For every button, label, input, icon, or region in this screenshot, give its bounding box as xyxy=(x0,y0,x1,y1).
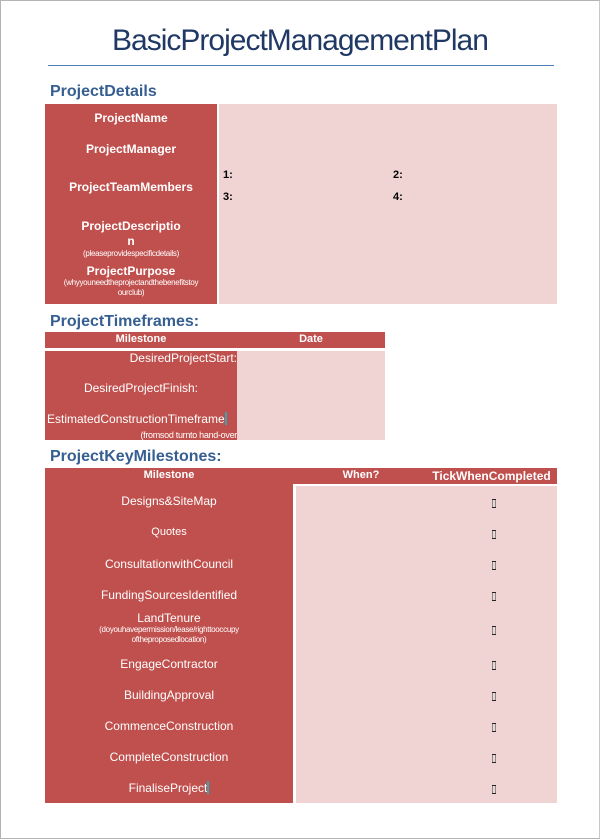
milestone-land-tenure-hint-cont: oftheproposedlocation) xyxy=(131,635,207,644)
document-title: BasicProjectManagementPlan xyxy=(112,24,488,57)
milestone-engage-contractor-label: EngageContractor xyxy=(120,657,218,671)
text-cursor xyxy=(207,781,209,794)
project-description-hint: (pleaseprovidespecificdetails) xyxy=(83,249,179,258)
milestone-complete-construction-when-field[interactable] xyxy=(296,743,426,771)
project-description-label xyxy=(45,219,217,259)
team-member-slot-3[interactable]: 3: xyxy=(223,191,233,203)
project-purpose-label xyxy=(45,264,217,298)
milestone-commence-construction-label: CommenceConstruction xyxy=(104,719,234,733)
key-milestones-col-tick: TickWhenCompleted xyxy=(432,469,551,483)
project-description-title-cont: n xyxy=(127,234,135,248)
title-divider xyxy=(48,65,554,66)
milestone-quotes-when-field[interactable] xyxy=(296,519,426,547)
milestone-commence-construction-checkbox[interactable] xyxy=(492,723,496,732)
desired-finish-label: DesiredProjectFinish: xyxy=(83,381,199,395)
desired-finish-date-field[interactable] xyxy=(237,377,385,403)
project-purpose-title: ProjectPurpose xyxy=(86,264,176,278)
team-member-slot-4[interactable]: 4: xyxy=(393,191,403,203)
milestone-designs-checkbox[interactable] xyxy=(492,499,496,508)
construction-timeframe-title: EstimatedConstructionTimeframe xyxy=(47,412,225,426)
milestone-designs-label: Designs&SiteMap xyxy=(121,494,217,508)
key-milestones-heading: ProjectKeyMilestones: xyxy=(50,448,222,465)
milestone-funding-label: FundingSourcesIdentified xyxy=(100,588,238,602)
project-name-field[interactable] xyxy=(219,104,557,132)
milestone-finalise-project-title: FinaliseProject xyxy=(128,781,208,795)
milestone-land-tenure-title: LandTenure xyxy=(137,611,201,625)
milestone-land-tenure-hint: (doyouhavepermission/lease/righttooccupy xyxy=(99,625,239,634)
milestone-quotes-label: Quotes xyxy=(151,526,187,538)
milestone-designs-when-field[interactable] xyxy=(296,488,426,516)
construction-timeframe-hint: (fromsod turnto hand-over xyxy=(140,430,237,440)
milestone-funding-checkbox[interactable] xyxy=(492,592,496,601)
key-milestones-col-milestone: Milestone xyxy=(143,469,195,481)
milestone-land-tenure-checkbox[interactable] xyxy=(492,626,496,635)
construction-timeframe-label xyxy=(47,412,247,426)
milestone-finalise-project-label xyxy=(45,781,293,795)
project-manager-label: ProjectManager xyxy=(85,142,177,156)
milestone-engage-contractor-checkbox[interactable] xyxy=(492,661,496,670)
project-team-members-label: ProjectTeamMembers xyxy=(69,180,193,194)
team-member-slot-1[interactable]: 1: xyxy=(223,169,233,181)
milestone-building-approval-checkbox[interactable] xyxy=(492,692,496,701)
timeframes-col-date: Date xyxy=(299,333,323,345)
milestone-consultation-label: ConsultationwithCouncil xyxy=(104,557,234,571)
milestone-finalise-project-when-field[interactable] xyxy=(296,774,426,802)
milestone-land-tenure-when-field[interactable] xyxy=(296,612,426,648)
project-purpose-field[interactable] xyxy=(219,260,557,304)
milestone-building-approval-when-field[interactable] xyxy=(296,681,426,709)
milestone-consultation-when-field[interactable] xyxy=(296,550,426,578)
milestone-finalise-project-checkbox[interactable] xyxy=(492,785,496,794)
project-details-heading: ProjectDetails xyxy=(50,83,157,100)
project-description-title: ProjectDescriptio xyxy=(81,219,181,233)
timeframes-heading: ProjectTimeframes: xyxy=(50,313,200,330)
team-member-slot-2[interactable]: 2: xyxy=(393,169,403,181)
project-purpose-hint: (whyyouneedtheprojectandthebenefitstoy xyxy=(63,278,199,287)
milestone-complete-construction-checkbox[interactable] xyxy=(492,754,496,763)
key-milestones-col-when: When? xyxy=(342,469,380,481)
desired-start-date-field[interactable] xyxy=(237,351,385,377)
project-manager-field[interactable] xyxy=(219,132,557,164)
milestone-funding-when-field[interactable] xyxy=(296,581,426,609)
milestone-quotes-checkbox[interactable] xyxy=(492,530,496,539)
milestone-building-approval-label: BuildingApproval xyxy=(123,688,215,702)
milestone-land-tenure-label xyxy=(45,611,293,645)
project-name-label: ProjectName xyxy=(94,111,168,125)
milestone-commence-construction-when-field[interactable] xyxy=(296,712,426,740)
project-description-field[interactable] xyxy=(219,212,557,260)
milestone-engage-contractor-when-field[interactable] xyxy=(296,650,426,678)
construction-timeframe-date-field[interactable] xyxy=(237,403,385,440)
timeframes-col-milestone: Milestone xyxy=(115,333,167,345)
desired-start-label: DesiredProjectStart: xyxy=(129,351,237,365)
project-purpose-hint-cont: ourclub) xyxy=(117,288,145,297)
milestone-consultation-checkbox[interactable] xyxy=(492,561,496,570)
milestone-complete-construction-label: CompleteConstruction xyxy=(109,750,229,764)
text-cursor xyxy=(225,412,227,425)
